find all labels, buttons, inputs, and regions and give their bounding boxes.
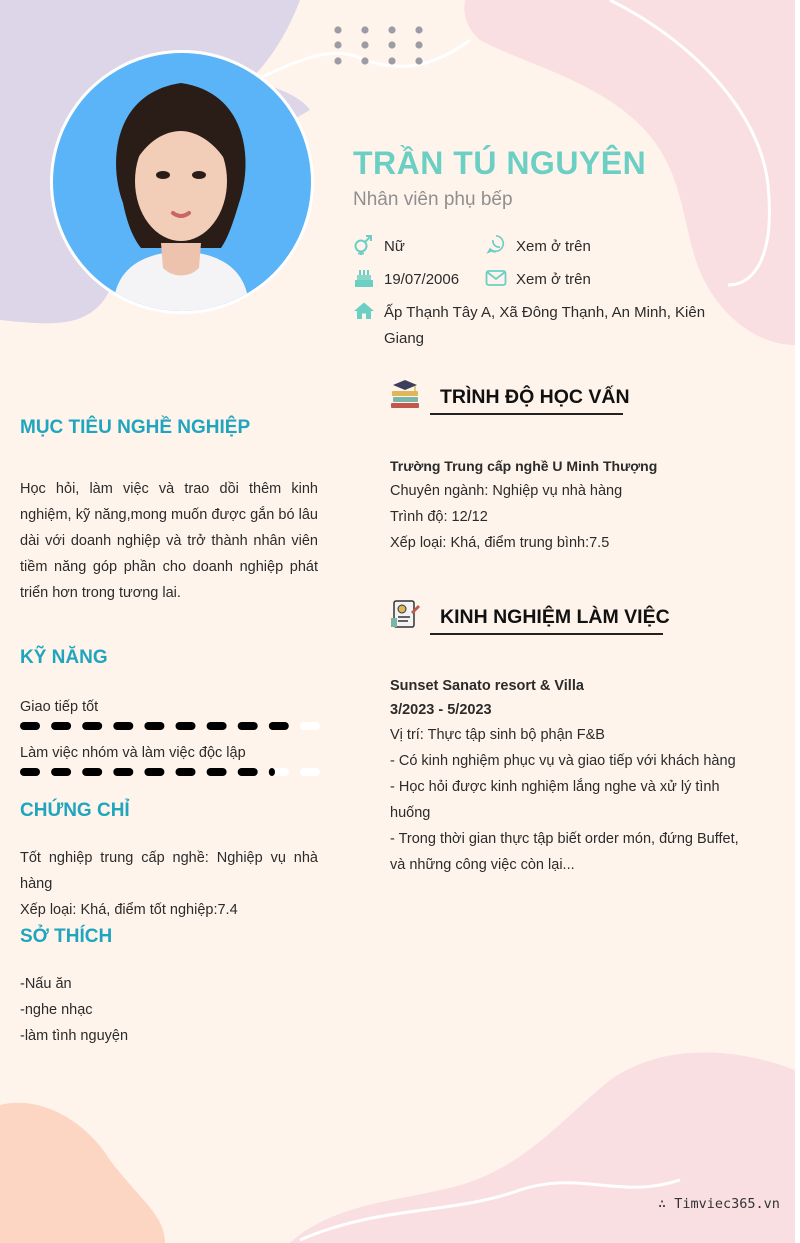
certificate-line: Tốt nghiệp trung cấp nghề: Nghiệp vụ nhà hàng [20, 850, 318, 892]
skill-bar-track [300, 722, 320, 730]
skill-bar-fill [20, 768, 40, 776]
whatsapp-icon [485, 234, 507, 254]
experience-position: Vị trí: Thực tập sinh bộ phận F&B [390, 727, 605, 743]
birthday-cake-icon [353, 268, 375, 288]
pink-blob-bottom [290, 1052, 795, 1243]
footer-brand[interactable]: ∴ Timviec365.vn [658, 1196, 780, 1212]
education-major: Chuyên ngành: Nghiệp vụ nhà hàng [390, 483, 623, 499]
address-line-1: Ấp Thạnh Tây A, Xã Đông Thạnh, An Minh, Kiên [384, 304, 706, 321]
skill-bar-fill [238, 768, 258, 776]
experience-underline [430, 633, 663, 635]
skill-bar-fill [176, 722, 196, 730]
birthday-value: 19/07/2006 [384, 271, 460, 288]
hobby-item: -Nấu ăn [20, 976, 72, 992]
skill-bar [20, 720, 320, 732]
education-grade: Xếp loại: Khá, điểm trung bình:7.5 [390, 535, 610, 551]
skill-bar-fill [113, 722, 133, 730]
peach-blob-bottom [0, 1103, 165, 1243]
candidate-name: TRẦN TÚ NGUYÊN [353, 145, 647, 181]
gender-icon [353, 235, 375, 255]
objective-text: Học hỏi, làm việc và trao dồi thêm kinh nghiệm, kỹ năng,mong muốn được gắn bó lâu dài với doanh nghiệp và trở thành nhân viên tiềm năng góp phần cho doanh nghiệp phát triển hơn trong tương lai. [20, 481, 318, 601]
skill-bar [20, 766, 320, 778]
experience-period: 3/2023 - 5/2023 [390, 702, 492, 718]
experience-bullet: - Có kinh nghiệm phục vụ và giao tiếp với khách hàng [390, 753, 736, 769]
certificates-title: CHỨNG CHỈ [20, 800, 130, 821]
hobby-item: -làm tình nguyện [20, 1028, 129, 1044]
skill-bar-fill [82, 722, 102, 730]
skill-bar-fill [20, 722, 40, 730]
education-title: TRÌNH ĐỘ HỌC VẤN [440, 386, 630, 408]
experience-bullet-cont: và những công việc còn lại... [390, 857, 575, 873]
books-icon [389, 378, 421, 410]
address-line-2: Giang [384, 330, 425, 347]
hobby-item: -nghe nhạc [20, 1002, 93, 1018]
skill-bar-fill [51, 768, 71, 776]
education-school: Trường Trung cấp nghề U Minh Thượng [390, 458, 658, 474]
skill-bar-fill [176, 768, 196, 776]
skill-bar-fill [82, 768, 102, 776]
certificate-grade: Xếp loại: Khá, điểm tốt nghiệp:7.4 [20, 902, 238, 918]
experience-bullet: - Học hỏi được kinh nghiệm lắng nghe và xử lý tình [390, 779, 720, 795]
skill-bar-fill [207, 722, 227, 730]
avatar [53, 53, 311, 311]
skill-bar-fill [269, 768, 275, 776]
skill-bar-fill [207, 768, 227, 776]
person-photo [53, 53, 311, 311]
skill-bar-track [300, 768, 320, 776]
skill-bar-fill [238, 722, 258, 730]
gender-value: Nữ [384, 238, 405, 255]
skill-bar-fill [144, 722, 164, 730]
document-icon [389, 598, 421, 630]
experience-bullet-cont: huống [390, 805, 431, 821]
objective-title: MỤC TIÊU NGHỀ NGHIỆP [20, 417, 251, 438]
skill-label: Giao tiếp tốt [20, 699, 99, 715]
skill-bar-fill [269, 722, 289, 730]
education-underline [430, 413, 623, 415]
education-level: Trình độ: 12/12 [390, 509, 488, 525]
phone-value[interactable]: Xem ở trên [516, 238, 591, 255]
skill-bar-fill [144, 768, 164, 776]
skill-label: Làm việc nhóm và làm việc độc lập [20, 745, 246, 761]
email-value[interactable]: Xem ở trên [516, 271, 591, 288]
experience-company: Sunset Sanato resort & Villa [390, 678, 584, 694]
dot-grid [334, 26, 422, 64]
skills-title: KỸ NĂNG [20, 647, 108, 668]
experience-title: KINH NGHIỆM LÀM VIỆC [440, 606, 670, 628]
skill-bar-fill [51, 722, 71, 730]
skill-bar-fill [113, 768, 133, 776]
candidate-role: Nhân viên phụ bếp [353, 189, 513, 210]
envelope-icon [485, 268, 507, 288]
experience-bullet: - Trong thời gian thực tập biết order món, đứng Buffet, [390, 831, 739, 847]
home-icon [353, 301, 375, 321]
hobbies-title: SỞ THÍCH [20, 926, 113, 947]
